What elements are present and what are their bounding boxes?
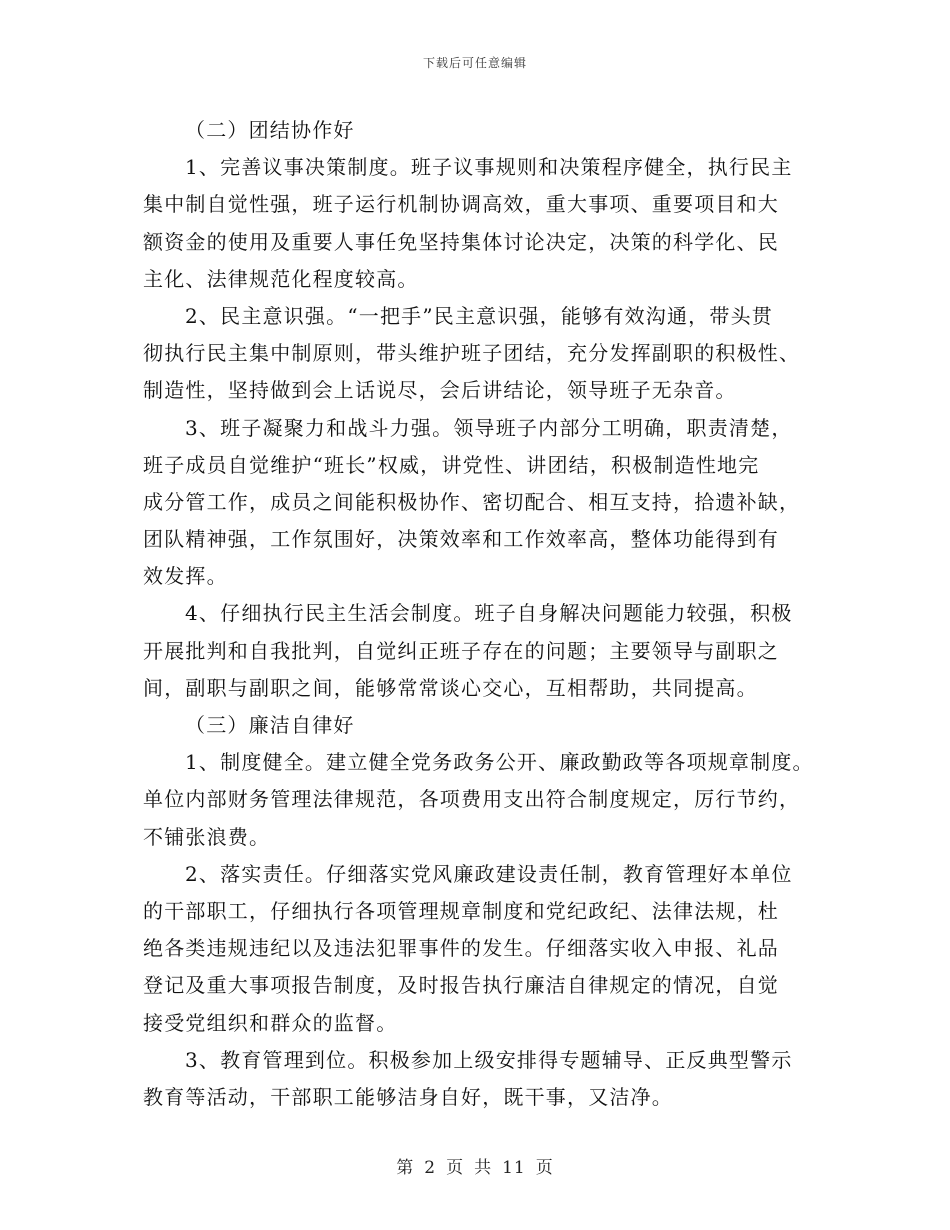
paragraph-line: 额资金的使用及重要人事任免坚持集体讨论决定，决策的科学化、民 (143, 229, 779, 254)
paragraph-line: 2、落实责任。仔细落实党风廉政建设责任制，教育管理好本单位 (185, 861, 793, 886)
paragraph-line: 开展批判和自我批判，自觉纠正班子存在的问题；主要领导与副职之 (143, 638, 779, 663)
section-heading: （三）廉洁自律好 (185, 713, 355, 737)
paragraph-line: 3、教育管理到位。积极参加上级安排得专题辅导、正反典型警示 (185, 1047, 793, 1072)
footer-page-label: 第 (396, 1158, 415, 1178)
footer-total-pages: 11 (502, 1158, 526, 1178)
footer-current-page: 2 (424, 1158, 437, 1178)
paragraph-line: 登记及重大事项报告制度，及时报告执行廉洁自律规定的情况，自觉 (143, 973, 779, 998)
paragraph-line: 彻执行民主集中制原则，带头维护班子团结，充分发挥副职的积极性、 (143, 341, 801, 366)
paragraph-line: 1、制度健全。建立健全党务政务公开、廉政勤政等各项规章制度。 (185, 750, 814, 775)
paragraph-line: 单位内部财务管理法律规范，各项费用支出符合制度规定，厉行节约， (143, 787, 801, 812)
paragraph-line: 集中制自觉性强，班子运行机制协调高效，重大事项、重要项目和大 (143, 192, 779, 217)
paragraph-line: 制造性，坚持做到会上话说尽，会后讲结论，领导班子无杂音。 (143, 378, 737, 403)
document-body (143, 112, 823, 1116)
paragraph-line: 间，副职与副职之间，能够常常谈心交心，互相帮助，共同提高。 (143, 675, 758, 700)
paragraph-line: 效发挥。 (143, 564, 228, 589)
paragraph-line: 绝各类违规违纪以及违法犯罪事件的发生。仔细落实收入申报、礼品 (143, 936, 779, 961)
page-header: 下载后可任意编辑 (422, 56, 527, 70)
footer-total-label: 共 (474, 1158, 493, 1178)
page-footer (0, 1153, 950, 1178)
section-heading: （二）团结协作好 (185, 118, 355, 142)
paragraph-line: 主化、法律规范化程度较高。 (143, 266, 419, 291)
paragraph-line: 1、完善议事决策制度。班子议事规则和决策程序健全，执行民主 (185, 155, 793, 180)
paragraph-line: 接受党组织和群众的监督。 (143, 1010, 398, 1035)
paragraph-line: 4、仔细执行民主生活会制度。班子自身解决问题能力较强，积极 (185, 601, 793, 626)
paragraph-line: 团队精神强，工作氛围好，决策效率和工作效率高，整体功能得到有 (143, 527, 779, 552)
paragraph-line: 成分管工作，成员之间能积极协作、密切配合、相互支持，拾遗补缺， (143, 489, 801, 514)
paragraph-line: 2、民主意识强。“一把手”民主意识强，能够有效沟通，带头贯 (185, 303, 773, 328)
paragraph-line: 不铺张浪费。 (143, 824, 271, 849)
paragraph-line: 教育等活动，干部职工能够洁身自好，既干事，又洁净。 (143, 1084, 673, 1109)
paragraph-line: 的干部职工，仔细执行各项管理规章制度和党纪政纪、法律法规，杜 (143, 898, 779, 923)
paragraph-line: 3、班子凝聚力和战斗力强。领导班子内部分工明确，职责清楚， (185, 415, 793, 440)
paragraph-line: 班子成员自觉维护“班长”权威，讲党性、讲团结，积极制造性地完 (143, 452, 760, 477)
footer-page-unit: 页 (446, 1158, 465, 1178)
footer-total-unit: 页 (535, 1158, 554, 1178)
